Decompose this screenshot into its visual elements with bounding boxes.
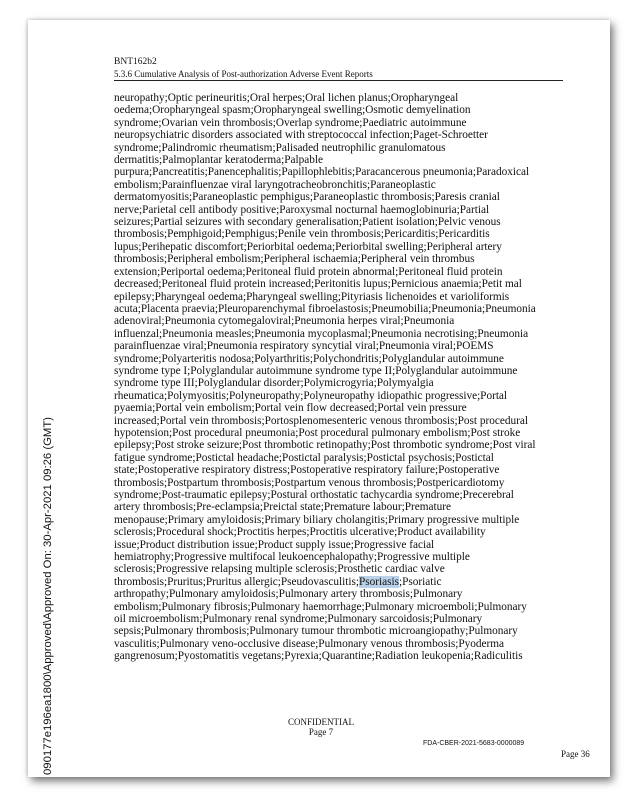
highlighted-term: Psoriasis: [359, 575, 400, 588]
text-line: neuropathy;Optic perineuritis;Oral herpes;Oral lichen planus;Oropharyngeal: [114, 92, 459, 104]
text-line: state;Postoperative respiratory distress;Postoperative respiratory failure;Postoperative: [114, 464, 500, 477]
text-line: adenoviral;Pneumonia cytomegaloviral;Pneumonia herpes viral;Pneumonia: [114, 315, 455, 328]
text-line: increased;Portal vein thrombosis;Portosplenomesenteric venous thrombosis;Post procedural: [114, 414, 528, 427]
body-paragraph: [114, 92, 566, 663]
header-product: BNT162b2: [114, 57, 157, 67]
header-divider: [114, 80, 563, 81]
text-line: acuta;Placenta praevia;Pleuroparenchymal fibroelastosis;Pneumobilia;Pneumonia;Pneumonia: [114, 302, 536, 315]
text-line: extension;Periportal oedema;Peritoneal fluid protein abnormal;Peritoneal fluid protein: [114, 265, 503, 278]
text-line: oedema;Oropharyngeal spasm;Oropharyngeal swelling;Osmotic demyelination: [114, 104, 471, 117]
text-line: dermatitis;Palmoplantar keratoderma;Palpable: [114, 154, 323, 167]
outer-page-number: Page 36: [561, 749, 590, 759]
confidential-label: CONFIDENTIAL: [288, 717, 354, 727]
text-line: fatigue syndrome;Postictal headache;Postictal paralysis;Postictal psychosis;Postictal: [114, 451, 494, 464]
text-line: dermatomyositis;Paraneoplastic pemphigus;Paraneoplastic thrombosis;Paresis cranial: [114, 191, 500, 204]
text-line: vasculitis;Pulmonary veno-occlusive disease;Pulmonary venous thrombosis;Pyoderma: [114, 637, 504, 650]
inner-page-number: Page 7: [308, 727, 334, 737]
text-line: hypotension;Post procedural pneumonia;Post procedural pulmonary embolism;Post stroke: [114, 426, 521, 439]
text-segment: thrombosis;Pruritus;Pruritus allergic;Pseudovasculitis;: [114, 575, 360, 588]
text-line: pyaemia;Portal vein embolism;Portal vein flow decreased;Portal vein pressure: [114, 402, 467, 415]
text-line: oil microembolism;Pulmonary renal syndrome;Pulmonary sarcoidosis;Pulmonary: [114, 613, 483, 626]
text-line: neuropsychiatric disorders associated with streptococcal infection;Paget-Schroetter: [114, 129, 488, 142]
text-line: sclerosis;Progressive relapsing multiple sclerosis;Prosthetic cardiac valve: [114, 563, 445, 576]
text-line: sepsis;Pulmonary thrombosis;Pulmonary tumour thrombotic microangiopathy;Pulmonary: [114, 625, 518, 638]
text-line: influenzal;Pneumonia measles;Pneumonia mycoplasmal;Pneumonia necrotising;Pneumonia: [114, 327, 529, 340]
text-line: embolism;Pulmonary fibrosis;Pulmonary haemorrhage;Pulmonary microemboli;Pulmonary: [114, 600, 527, 613]
text-line: nerve;Parietal cell antibody positive;Paroxysmal nocturnal haemoglobinuria;Partial: [114, 203, 490, 216]
text-line: syndrome;Palindromic rheumatism;Palisaded neutrophilic granulomatous: [114, 141, 446, 154]
text-line: embolism;Parainfluenzae viral laryngotracheobronchitis;Paraneoplastic: [114, 178, 436, 191]
text-line: seizures;Partial seizures with secondary generalisation;Patient isolation;Pelvic venous: [114, 216, 501, 229]
approval-stamp: 090177e196ea1800\Approved\Approved On: 30-Apr-2021 09:26 (GMT): [42, 417, 54, 775]
text-line: menopause;Primary amyloidosis;Primary biliary cholangitis;Primary progressive multiple: [114, 513, 520, 526]
text-line: issue;Product distribution issue;Product supply issue;Progressive facial: [114, 538, 435, 551]
fda-document-id: FDA-CBER-2021-5683-0000089: [423, 740, 525, 747]
text-line: thrombosis;Postpartum thrombosis;Postpartum venous thrombosis;Postpericardiotomy: [114, 476, 505, 489]
text-line: syndrome type III;Polyglandular disorder;Polymicrogyria;Polymyalgia: [114, 377, 434, 390]
text-line: syndrome;Polyarteritis nodosa;Polyarthritis;Polychondritis;Polyglandular autoimmune: [114, 352, 504, 365]
text-line: purpura;Pancreatitis;Panencephalitis;Papillophlebitis;Paracancerous pneumonia;Paradoxical: [114, 166, 530, 179]
text-line: thrombosis;Peripheral embolism;Peripheral ischaemia;Peripheral vein thrombus: [114, 253, 475, 266]
text-line: parainfluenzae viral;Pneumonia respiratory syncytial viral;Pneumonia viral;POEMS: [114, 340, 494, 353]
text-line: syndrome type I;Polyglandular autoimmune syndrome type II;Polyglandular autoimmune: [114, 364, 518, 377]
text-line: [114, 576, 566, 588]
document-page: [28, 20, 610, 777]
text-line: syndrome;Post-traumatic epilepsy;Postural orthostatic tachycardia syndrome;Precerebral: [114, 489, 514, 501]
text-line: rheumatica;Polymyositis;Polyneuropathy;Polyneuropathy idiopathic progressive;Portal: [114, 389, 508, 402]
text-line: decreased;Peritoneal fluid protein increased;Peritonitis lupus;Pernicious anaemia;Petit mal: [114, 278, 522, 291]
text-line: artery thrombosis;Pre-eclampsia;Preictal state;Premature labour;Premature: [114, 501, 452, 514]
footer-block: [228, 717, 414, 737]
text-line: sclerosis;Procedural shock;Proctitis herpes;Proctitis ulcerative;Product availability: [114, 526, 486, 539]
text-line: thrombosis;Pemphigoid;Pemphigus;Penile vein thrombosis;Pericarditis;Pericarditis: [114, 228, 490, 241]
text-line: lupus;Perihepatic discomfort;Periorbital oedema;Periorbital swelling;Peripheral artery: [114, 240, 502, 253]
header-section-title: 5.3.6 Cumulative Analysis of Post-authorization Adverse Event Reports: [114, 69, 373, 79]
text-line: syndrome;Ovarian vein thrombosis;Overlap syndrome;Paediatric autoimmune: [114, 116, 467, 129]
text-line: arthropathy;Pulmonary amyloidosis;Pulmonary artery thrombosis;Pulmonary: [114, 588, 463, 601]
text-line: epilepsy;Post stroke seizure;Post thrombotic retinopathy;Post thrombotic syndrome;Post viral: [114, 439, 536, 452]
text-line: gangrenosum;Pyostomatitis vegetans;Pyrexia;Quarantine;Radiation leukopenia;Radiculitis: [114, 650, 523, 663]
text-line: hemiatrophy;Progressive multifocal leukoencephalopathy;Progressive multiple: [114, 551, 470, 564]
text-line: epilepsy;Pharyngeal oedema;Pharyngeal swelling;Pityriasis lichenoides et varioliformis: [114, 290, 510, 303]
text-segment: ;Psoriatic: [399, 575, 442, 588]
